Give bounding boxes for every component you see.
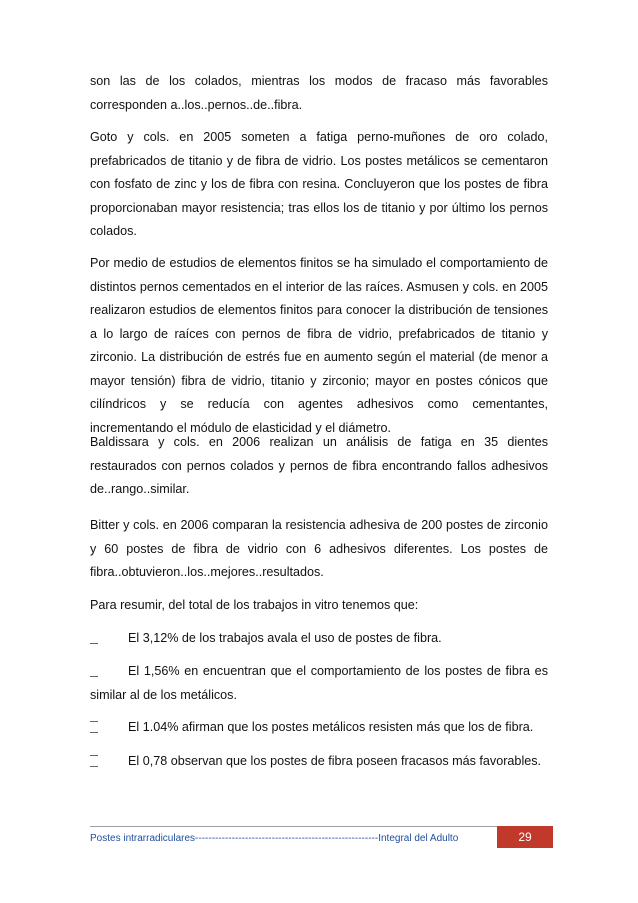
bullet-item-4 [90, 750, 548, 774]
page-number-badge: 29 [497, 826, 553, 848]
bullet-text: El 3,12% de los trabajos avala el uso de postes de fibra. [128, 631, 442, 645]
bullet-item-1 [90, 627, 548, 651]
bullet-icon [90, 666, 98, 677]
footer-divider [90, 826, 553, 827]
paragraph-4: Baldissara y cols. en 2006 realizan un análisis de fatiga en 35 dientes restaurados con pernos colados y pernos de fibra encontrando fallos adhesivos de..rango..similar. [90, 435, 548, 496]
paragraph-5: Bitter y cols. en 2006 comparan la resistencia adhesiva de 200 postes de zirconio y 60 postes de fibra de vidrio con 6 adhesivos diferentes. Los postes de fibra..obtuvieron..los..mejores..resultados. [90, 518, 548, 579]
bullet-icon [90, 755, 98, 767]
paragraph-6: Para resumir, del total de los trabajos in vitro tenemos que: [90, 598, 419, 612]
paragraph-3: Por medio de estudios de elementos finitos se ha simulado el comportamiento de distintos pernos cementados en el interior de las raíces. Asmusen y cols. en 2005 realizaron estudios de elementos finitos para conocer la distribución de tensiones a lo largo de raíces con pernos de fibra de vidrio, prefabricados de titanio y zirconio. La distribución de estrés fue en aumento según el material (de menor a mayor tensión) fibra de vidrio, titanio y zirconio; mayor en postes cónicos que cilíndricos y se reducía con agentes adhesivos como cementantes, incrementando el módulo de elasticidad y el diámetro. [90, 256, 548, 435]
bullet-text: El 1,56% en encuentran que el comportamiento de los postes de fibra es similar al de los metálicos. [90, 664, 548, 702]
bullet-item-2 [90, 660, 548, 707]
paragraph-2: Goto y cols. en 2005 someten a fatiga perno-muñones de oro colado, prefabricados de titanio y de fibra de vidrio. Los postes metálicos se cementaron con fosfato de zinc y los de fibra con resina. Concluyeron que los postes de fibra proporcionaban mayor resistencia; tras ellos los de titanio y por último los pernos colados. [90, 130, 548, 238]
footer-text: Postes intrarradiculares-------------------------------------------------------Integral del Adulto [90, 833, 459, 844]
bullet-icon [90, 721, 98, 733]
bullet-item-3 [90, 716, 548, 740]
bullet-icon [90, 633, 98, 644]
paragraph-1: son las de los colados, mientras los modos de fracaso más favorables corresponden a..los..pernos..de..fibra. [90, 74, 548, 112]
bullet-text: El 0,78 observan que los postes de fibra poseen fracasos más favorables. [128, 754, 542, 768]
bullet-text: El 1.04% afirman que los postes metálicos resisten más que los de fibra. [128, 720, 534, 734]
